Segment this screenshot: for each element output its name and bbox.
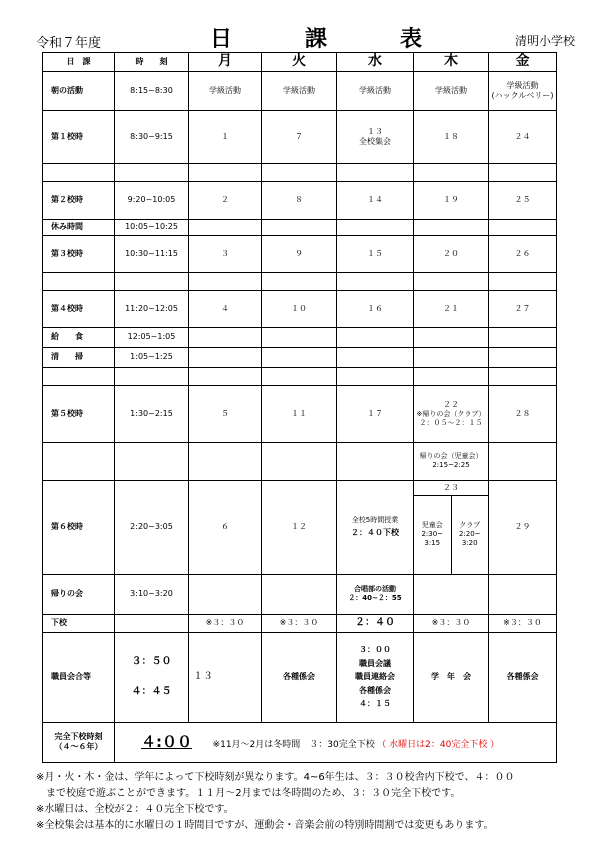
row-label: 第６校時 [43, 480, 115, 574]
cell-thu: 学級活動 [414, 71, 489, 110]
cell-fri: ※３：３０ [489, 614, 557, 632]
final-time: ４:００ [141, 732, 192, 751]
cell-text: ４：１５ [359, 699, 391, 709]
row-time: 2:20~3:05 [115, 480, 189, 574]
row-label: 給 食 [43, 327, 115, 347]
cell-fri [489, 71, 557, 110]
timetable [42, 52, 557, 763]
row-label: 第３校時 [43, 235, 115, 272]
cell-wed: １７ [337, 385, 414, 442]
row-time: 9:20~10:05 [115, 181, 189, 219]
row-period-5-extra [43, 442, 557, 480]
cell-fri: ２７ [489, 290, 557, 327]
cell-thu: 学 年 会 [414, 632, 489, 722]
cell-mon: ６ [189, 480, 262, 574]
row-label: 職員会合等 [43, 632, 115, 722]
cell-text: １３ [367, 126, 383, 136]
cell-mon: ※３：３０ [189, 614, 262, 632]
row-time: 8:15~8:30 [115, 71, 189, 110]
footnote: ※水曜日は、全校が２：４０完全下校です。 [36, 804, 234, 815]
cell-text: ２２ [443, 399, 459, 409]
row-label: 休み時間 [43, 219, 115, 235]
row-period-6 [43, 480, 557, 574]
cell-text: (ハックルベリー) [491, 90, 554, 100]
header-tue: 火 [262, 53, 337, 72]
row-time: 1:30~2:15 [115, 385, 189, 442]
footnote: ※月・火・木・金は、学年によって下校時刻が異なります。4~6年生は、３：３０校舎内下校で、４：００ [36, 772, 515, 783]
cell-wed: １６ [337, 290, 414, 327]
school-name: 清明小学校 [514, 34, 575, 48]
cell-tue: ※３：３０ [262, 614, 337, 632]
header-fri: 金 [489, 53, 557, 72]
cell-thu [414, 385, 489, 442]
footnote: まで校庭で遊ぶことができます。１１月～2月までは冬時間のため、３：３０完全下校です。 [46, 788, 461, 799]
cell-mon: ５ [189, 385, 262, 442]
cell-tue: １２ [262, 480, 337, 574]
cell-wed [337, 110, 414, 163]
header-wed: 水 [337, 53, 414, 72]
cell-text: 2:15~2:25 [432, 461, 470, 469]
row-period-4 [43, 290, 557, 327]
cell-text: ※帰りの会（クラブ） [416, 409, 486, 418]
cell-thu: １８ [414, 110, 489, 163]
cell-text: ２：０５～２：１５ [419, 418, 483, 427]
row-spacer [43, 272, 557, 290]
cell-text: 全校集会 [359, 136, 391, 146]
school-year: 令和７年度 [36, 36, 102, 51]
cell-thu [414, 442, 489, 480]
row-time: 12:05~1:05 [115, 327, 189, 347]
cell-mon: １３ [189, 632, 262, 722]
cell-thu: ※３：３０ [414, 614, 489, 632]
row-label: 朝の活動 [43, 71, 115, 110]
cell-text: ４：４５ [131, 686, 172, 697]
title-char-1: 日 [210, 27, 233, 52]
cell-text: 職員会議 [359, 658, 391, 668]
cell-thu: １９ [414, 181, 489, 219]
cell-mon: １ [189, 110, 262, 163]
cell-mon: ４ [189, 290, 262, 327]
row-period-1 [43, 110, 557, 163]
cell-fri: ２６ [489, 235, 557, 272]
cell-fri: 各種係会 [489, 632, 557, 722]
cell-tue: ８ [262, 181, 337, 219]
cell-text: 学級活動 [506, 80, 539, 90]
row-staff-meeting [43, 632, 557, 722]
cell-tue: 学級活動 [262, 71, 337, 110]
row-break [43, 219, 557, 235]
cell-text: 3:20 [461, 538, 478, 547]
row-period-5 [43, 385, 557, 442]
cell-wed [337, 574, 414, 614]
row-time: 3:10~3:20 [115, 574, 189, 614]
row-time [115, 632, 189, 722]
header-mon: 月 [189, 53, 262, 72]
page-title [210, 22, 440, 52]
table-header-row [43, 53, 557, 72]
footnote: ※全校集会は基本的に水曜日の１時間目ですが、運動会・音楽会前の特別時間割では変更もあります。 [36, 820, 494, 831]
row-label: 清 掃 [43, 347, 115, 367]
cell-text: 2:20~ [458, 530, 481, 539]
cell-wed: ２：４０ [337, 614, 414, 632]
cell-text: ２３ [414, 481, 488, 496]
cell-text: ３：００ [359, 645, 391, 655]
row-lunch [43, 327, 557, 347]
cell-fri: ２４ [489, 110, 557, 163]
footnotes [36, 770, 588, 834]
cell-text: ２：40~２：55 [348, 594, 402, 602]
row-time: 1:05~1:25 [115, 347, 189, 367]
cell-tue: ７ [262, 110, 337, 163]
winter-note: ※11月～2月は冬時間 ３：30完全下校 [212, 739, 375, 750]
cell-mon: ３ [189, 235, 262, 272]
cell-text: 合唱部の活動 [354, 585, 396, 594]
row-spacer [43, 163, 557, 181]
cell-thu: ２０ [414, 235, 489, 272]
cell-text: 全校5時間授業 [351, 515, 399, 524]
cell-wed [337, 480, 414, 574]
cell-text: クラブ [459, 521, 481, 530]
cell-wed [337, 632, 414, 722]
row-label [43, 722, 115, 762]
row-time: 10:30~11:15 [115, 235, 189, 272]
cell-text: 各種係会 [359, 685, 391, 695]
club-cell [452, 496, 489, 574]
cell-mon: 学級活動 [189, 71, 262, 110]
cell-wed: 学級活動 [337, 71, 414, 110]
row-label: 第５校時 [43, 385, 115, 442]
row-dismissal [43, 614, 557, 632]
cell-mon: ２ [189, 181, 262, 219]
cell-text: 帰りの会（児童会） [419, 452, 483, 461]
cell-thu: ２１ [414, 290, 489, 327]
cell-tue: １１ [262, 385, 337, 442]
final-dismissal-cell [115, 722, 557, 762]
row-period-3 [43, 235, 557, 272]
cell-tue: 各種係会 [262, 632, 337, 722]
cell-text: 職員連絡会 [355, 672, 395, 682]
page-header [0, 0, 595, 52]
cell-text: 2:30~ [421, 530, 444, 539]
row-time: 10:05~10:25 [115, 219, 189, 235]
header-time: 時 刻 [115, 53, 189, 72]
row-label: 第１校時 [43, 110, 115, 163]
row-time: 11:20~12:05 [115, 290, 189, 327]
row-label: 第２校時 [43, 181, 115, 219]
row-label: 第４校時 [43, 290, 115, 327]
title-char-2: 課 [305, 27, 328, 52]
cell-text: 完全下校時刻 [54, 732, 103, 741]
cell-fri: ２５ [489, 181, 557, 219]
row-period-2 [43, 181, 557, 219]
cell-text: ３：５０ [131, 655, 172, 667]
row-time: 8:30~9:15 [115, 110, 189, 163]
student-council-cell [414, 496, 452, 574]
cell-fri: ２９ [489, 480, 557, 574]
row-homeroom [43, 574, 557, 614]
row-cleaning [43, 347, 557, 367]
cell-text: 3:15 [424, 538, 441, 547]
cell-wed: １４ [337, 181, 414, 219]
cell-tue: １０ [262, 290, 337, 327]
cell-text: 児童会 [421, 521, 443, 530]
row-label: 下校 [43, 614, 115, 632]
row-morning [43, 71, 557, 110]
header-schedule: 日 課 [43, 53, 115, 72]
row-final-dismissal [43, 722, 557, 762]
wednesday-note: （ 水曜日は2：40完全下校 ） [377, 739, 500, 750]
thu-split [414, 496, 488, 574]
cell-thu [414, 480, 489, 574]
row-spacer [43, 367, 557, 385]
cell-text: （４～６年） [54, 742, 103, 751]
cell-tue: ９ [262, 235, 337, 272]
row-label: 帰りの会 [43, 574, 115, 614]
title-char-3: 表 [400, 27, 423, 52]
header-thu: 木 [414, 53, 489, 72]
cell-wed: １５ [337, 235, 414, 272]
cell-fri: ２８ [489, 385, 557, 442]
cell-text: ２：４０下校 [351, 528, 399, 538]
